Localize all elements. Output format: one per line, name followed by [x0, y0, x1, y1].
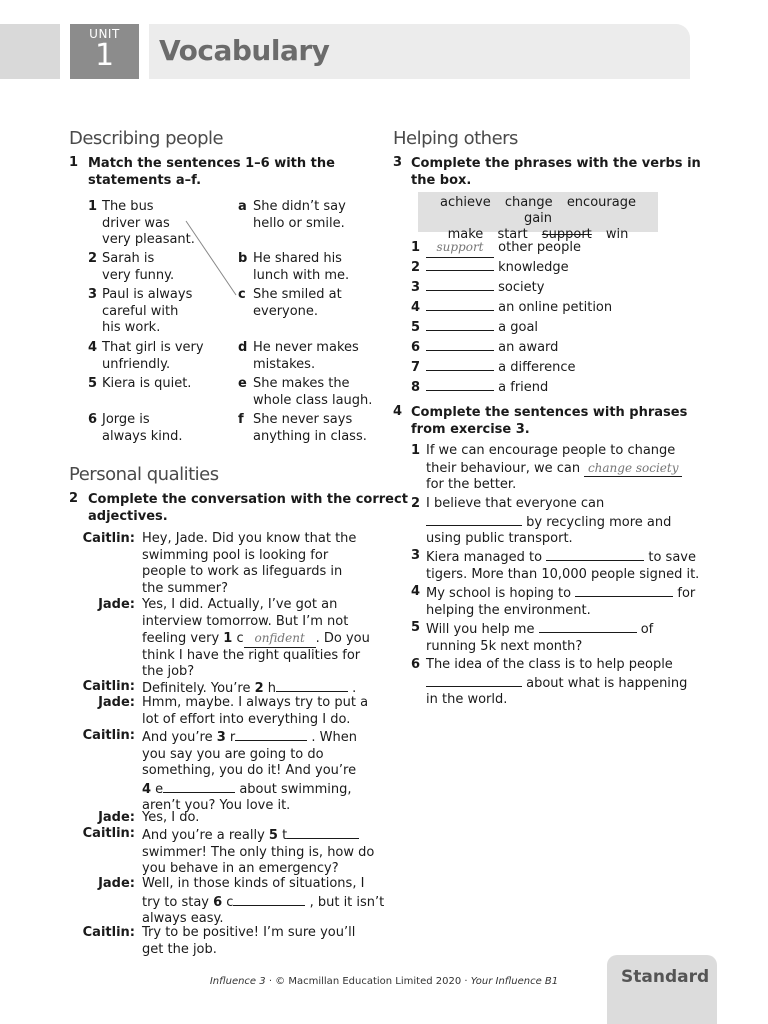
text-line: Kiera is quiet. — [102, 376, 192, 391]
gap-first-letter: c — [222, 894, 234, 910]
text-line: She smiled at — [253, 287, 342, 302]
text-line: swimming pool is looking for — [142, 547, 329, 563]
text-line: Yes, I did. Actually, I’ve got an — [142, 597, 338, 612]
match-sentence — [88, 199, 97, 216]
text-fragment: . When — [307, 730, 357, 745]
handwritten-answer[interactable]: change society — [584, 460, 682, 478]
sentence-text — [426, 496, 671, 548]
text-line: very funny. — [102, 267, 175, 283]
exercise-number: 4 — [393, 404, 403, 419]
phrase-text: an award — [498, 340, 559, 355]
text-line: Hmm, maybe. I always try to put a — [142, 695, 369, 710]
match-sentence-text — [102, 251, 174, 284]
instruction-line: the box. — [411, 173, 472, 188]
dialogue-text — [142, 531, 356, 597]
answer-blank[interactable] — [233, 893, 305, 906]
word-box-item: change — [504, 195, 553, 210]
instruction-line: adjectives. — [88, 509, 168, 524]
gap-number: 5 — [268, 828, 278, 843]
unit-number: 1 — [94, 38, 115, 73]
phrase-item — [411, 278, 612, 298]
answer-blank[interactable] — [426, 358, 494, 371]
word-box-item: make — [447, 227, 484, 242]
match-statement-text — [253, 251, 349, 284]
text-line — [426, 584, 695, 603]
text-line — [142, 630, 370, 648]
match-sentence-text — [102, 376, 191, 393]
answer-blank[interactable] — [426, 378, 494, 391]
text-line: She didn’t say — [253, 199, 346, 214]
item-number: 2 — [411, 496, 421, 511]
text-fragment: their behaviour, we can — [426, 460, 585, 476]
answer-blank[interactable] — [539, 620, 637, 633]
match-statement-text — [253, 412, 367, 445]
dialogue-text — [142, 728, 357, 815]
phrase-text: an online petition — [498, 300, 613, 315]
speaker-label: Jade: — [98, 597, 135, 612]
speaker-label: Caitlin: — [82, 531, 135, 546]
text-fragment: try to stay — [142, 894, 214, 910]
item-number: 1 — [411, 443, 421, 458]
speaker-label: Jade: — [98, 695, 135, 710]
level-badge — [607, 955, 717, 1024]
handwritten-answer[interactable]: onfident — [244, 630, 316, 648]
item-number: 7 — [411, 360, 421, 375]
match-statement-text — [253, 376, 372, 409]
word-box-item: start — [497, 227, 528, 242]
dialogue-text — [142, 695, 368, 728]
match-statement-text — [253, 340, 359, 373]
item-number: 3 — [411, 280, 421, 295]
answer-blank[interactable] — [163, 780, 235, 793]
text-line: always easy. — [142, 911, 224, 926]
item-number: 3 — [411, 548, 421, 563]
text-line: Paul is always — [102, 287, 193, 302]
text-line: Hey, Jade. Did you know that the — [142, 531, 357, 546]
match-sentence-text — [102, 412, 183, 445]
gap-first-letter: r — [225, 730, 236, 745]
item-letter: f — [238, 412, 244, 427]
phrase-text: knowledge — [498, 260, 569, 275]
text-line — [426, 674, 687, 693]
text-fragment: Definitely. You’re — [142, 681, 255, 696]
instruction-line: Complete the sentences with phrases — [411, 405, 688, 420]
text-line: aren’t you? You love it. — [142, 798, 291, 813]
answer-blank[interactable] — [575, 584, 673, 597]
item-number: 6 — [88, 412, 98, 427]
text-line: swimmer! The only thing is, how do — [142, 844, 375, 860]
text-line — [142, 893, 384, 912]
gap-first-letter: c — [232, 631, 244, 646]
dialogue-text — [142, 826, 374, 878]
matching-line — [180, 215, 240, 300]
footer-book-title: Influence 3 — [209, 976, 266, 987]
text-line: the job? — [142, 664, 195, 679]
word-box-row — [418, 195, 658, 227]
text-fragment: feeling very — [142, 631, 224, 646]
text-line: tigers. More than 10,000 people signed it. — [426, 566, 700, 582]
answer-blank[interactable] — [426, 338, 494, 351]
text-line: get the job. — [142, 941, 217, 957]
text-line: unfriendly. — [102, 356, 171, 372]
instruction-line: from exercise 3. — [411, 422, 530, 437]
exercise-instruction — [411, 404, 687, 438]
answer-blank[interactable] — [426, 278, 494, 291]
item-number: 2 — [411, 260, 421, 275]
text-fragment: to save — [644, 550, 696, 565]
speaker-label: Caitlin: — [82, 728, 135, 743]
phrase-text: other people — [498, 240, 581, 255]
answer-blank[interactable] — [235, 728, 307, 741]
item-number: 8 — [411, 380, 421, 395]
page-title: Vocabulary — [159, 34, 330, 67]
text-line: lot of effort into everything I do. — [142, 711, 351, 727]
text-line: you behave in an emergency? — [142, 861, 339, 876]
text-line: his work. — [102, 320, 161, 335]
section-describing-people: Describing people — [69, 128, 224, 149]
section-helping-others: Helping others — [393, 128, 518, 149]
text-line — [142, 826, 374, 845]
text-line: Sarah is — [102, 251, 155, 266]
text-line — [426, 460, 682, 478]
text-line: think I have the right qualities for — [142, 647, 361, 663]
footer-copyright: · © Macmillan Education Limited 2020 · — [265, 976, 471, 987]
title-bar — [149, 24, 690, 79]
instruction-line: Complete the conversation with the correct — [88, 492, 408, 507]
answer-blank[interactable] — [426, 674, 522, 687]
item-number: 2 — [88, 251, 98, 266]
exercise-number: 3 — [393, 155, 403, 170]
text-line: He shared his — [253, 251, 342, 266]
text-line: always kind. — [102, 428, 183, 444]
text-line: running 5k next month? — [426, 638, 583, 654]
word-box-item-used: support — [541, 227, 592, 242]
text-fragment: about what is happening — [522, 675, 688, 691]
text-line: the summer? — [142, 580, 229, 596]
text-fragment: Will you help me — [426, 622, 539, 637]
text-line: whole class laugh. — [253, 392, 373, 408]
sentence-text — [426, 657, 687, 709]
text-line: people to work as lifeguards in — [142, 564, 343, 579]
text-line: She never says — [253, 412, 353, 427]
header-side-block — [0, 24, 60, 79]
instruction-line: Match the sentences 1–6 with the — [88, 156, 335, 171]
gap-first-letter: h — [263, 681, 277, 696]
gap-number: 2 — [254, 681, 264, 696]
sentence-text — [426, 548, 699, 583]
item-letter: a — [238, 199, 247, 214]
phrase-item — [411, 298, 612, 318]
phrase-item — [411, 358, 612, 378]
footer-series-title: Your Influence B1 — [470, 976, 559, 987]
dialogue-text — [142, 925, 355, 958]
item-number: 6 — [411, 340, 421, 355]
phrase-text: a difference — [498, 360, 576, 375]
phrase-item — [411, 258, 612, 278]
item-number: 1 — [411, 240, 421, 255]
match-statement-text — [253, 287, 342, 320]
text-line: using public transport. — [426, 531, 573, 546]
answer-blank[interactable] — [546, 548, 644, 561]
text-fragment: And you’re — [142, 730, 217, 745]
item-number: 4 — [411, 300, 421, 315]
item-letter: d — [238, 340, 248, 355]
answer-blank[interactable] — [426, 513, 522, 526]
phrase-list — [411, 237, 612, 398]
text-line: something, you do it! And you’re — [142, 763, 357, 778]
text-line — [426, 620, 653, 639]
item-letter: b — [238, 251, 248, 266]
item-letter: c — [238, 287, 246, 302]
gap-first-letter: t — [277, 828, 288, 843]
text-line: hello or smile. — [253, 215, 345, 231]
text-line: mistakes. — [253, 356, 316, 372]
word-box-item: achieve — [440, 195, 491, 210]
answer-blank[interactable] — [426, 258, 494, 271]
phrase-item — [411, 338, 612, 358]
text-line: The idea of the class is to help people — [426, 657, 673, 672]
text-line: in the world. — [426, 692, 508, 707]
text-line — [142, 780, 357, 799]
dialogue-text: Yes, I do. — [142, 810, 200, 825]
unit-label: UNIT — [89, 27, 120, 41]
text-line: If we can encourage people to change — [426, 443, 676, 458]
text-fragment: for — [673, 586, 696, 601]
speaker-label: Jade: — [98, 876, 135, 891]
phrase-item — [411, 378, 612, 398]
word-box-item: win — [605, 227, 629, 242]
item-number: 1 — [88, 199, 98, 214]
text-line: She makes the — [253, 376, 350, 391]
section-personal-qualities: Personal qualities — [69, 464, 219, 485]
text-line: everyone. — [253, 303, 319, 319]
answer-blank[interactable] — [426, 318, 494, 331]
sentence-text — [426, 584, 695, 619]
phrase-text: a friend — [498, 380, 549, 395]
text-line — [426, 513, 671, 532]
dialogue-text — [142, 876, 384, 928]
text-line: I believe that everyone can — [426, 496, 605, 511]
text-fragment: . — [348, 681, 357, 696]
answer-blank[interactable] — [276, 679, 348, 692]
text-fragment: , but it isn’t — [305, 894, 385, 910]
phrase-item — [411, 318, 612, 338]
word-box-item: encourage — [566, 195, 636, 210]
match-sentence-text — [102, 340, 204, 373]
instruction-line: Complete the phrases with the verbs in — [411, 156, 701, 171]
dialogue-text — [142, 597, 370, 681]
item-number: 5 — [411, 620, 421, 635]
match-statement-text — [253, 199, 346, 232]
speaker-label: Jade: — [98, 810, 135, 825]
sentence-text — [426, 443, 682, 494]
text-line: you say you are going to do — [142, 746, 324, 762]
item-number: 6 — [411, 657, 421, 672]
exercise-number: 2 — [69, 491, 79, 506]
answer-blank[interactable] — [287, 826, 359, 839]
gap-number: 4 — [142, 781, 152, 797]
gap-number: 6 — [213, 894, 223, 910]
text-line: interview tomorrow. But I’m not — [142, 613, 349, 629]
text-line: lunch with me. — [253, 267, 350, 283]
text-fragment: . Do you — [315, 631, 370, 646]
item-letter: e — [238, 376, 247, 391]
text-fragment: by recycling more and — [522, 514, 672, 530]
text-fragment: And you’re a really — [142, 828, 269, 843]
level-badge-label: Standard — [621, 967, 710, 987]
item-number: 5 — [411, 320, 421, 335]
match-sentence-text — [102, 287, 192, 337]
text-line: He never makes — [253, 340, 359, 355]
text-fragment: about swimming, — [235, 781, 352, 797]
text-line: careful with — [102, 303, 179, 319]
word-box — [418, 192, 658, 242]
text-line — [142, 728, 357, 747]
text-line: very pleasant. — [102, 232, 195, 247]
text-fragment: of — [636, 622, 654, 637]
speaker-label: Caitlin: — [82, 925, 135, 940]
speaker-label: Caitlin: — [82, 826, 135, 841]
text-line: helping the environment. — [426, 602, 591, 618]
phrase-item — [411, 237, 612, 258]
item-number: 3 — [88, 287, 98, 302]
text-line — [426, 548, 699, 567]
handwritten-answer[interactable]: support — [426, 237, 494, 258]
text-line: Well, in those kinds of situations, I — [142, 876, 365, 891]
text-line: That girl is very — [102, 340, 204, 355]
item-number: 5 — [88, 376, 98, 391]
exercise-instruction — [88, 491, 408, 525]
gap-first-letter: e — [151, 781, 164, 797]
text-line: anything in class. — [253, 428, 367, 444]
instruction-line: statements a–f. — [88, 173, 202, 188]
exercise-instruction — [88, 155, 335, 189]
text-line: for the better. — [426, 477, 517, 492]
text-line: The bus — [102, 199, 154, 214]
phrase-text: a goal — [498, 320, 539, 335]
sentence-text — [426, 620, 653, 655]
phrase-text: society — [498, 280, 545, 295]
unit-badge — [70, 24, 139, 79]
speaker-label: Caitlin: — [82, 679, 135, 694]
word-box-item: gain — [523, 211, 553, 226]
exercise-instruction — [411, 155, 701, 189]
item-number: 4 — [88, 340, 98, 355]
text-line: Try to be positive! I’m sure you’ll — [142, 925, 356, 940]
text-fragment: My school is hoping to — [426, 586, 576, 601]
exercise-number: 1 — [69, 155, 79, 170]
item-number: 4 — [411, 584, 421, 599]
text-fragment: Kiera managed to — [426, 550, 547, 565]
gap-number: 1 — [223, 631, 233, 646]
answer-blank[interactable] — [426, 298, 494, 311]
text-line: driver was — [102, 215, 170, 231]
text-line: Jorge is — [102, 412, 150, 427]
gap-number: 3 — [216, 730, 226, 745]
